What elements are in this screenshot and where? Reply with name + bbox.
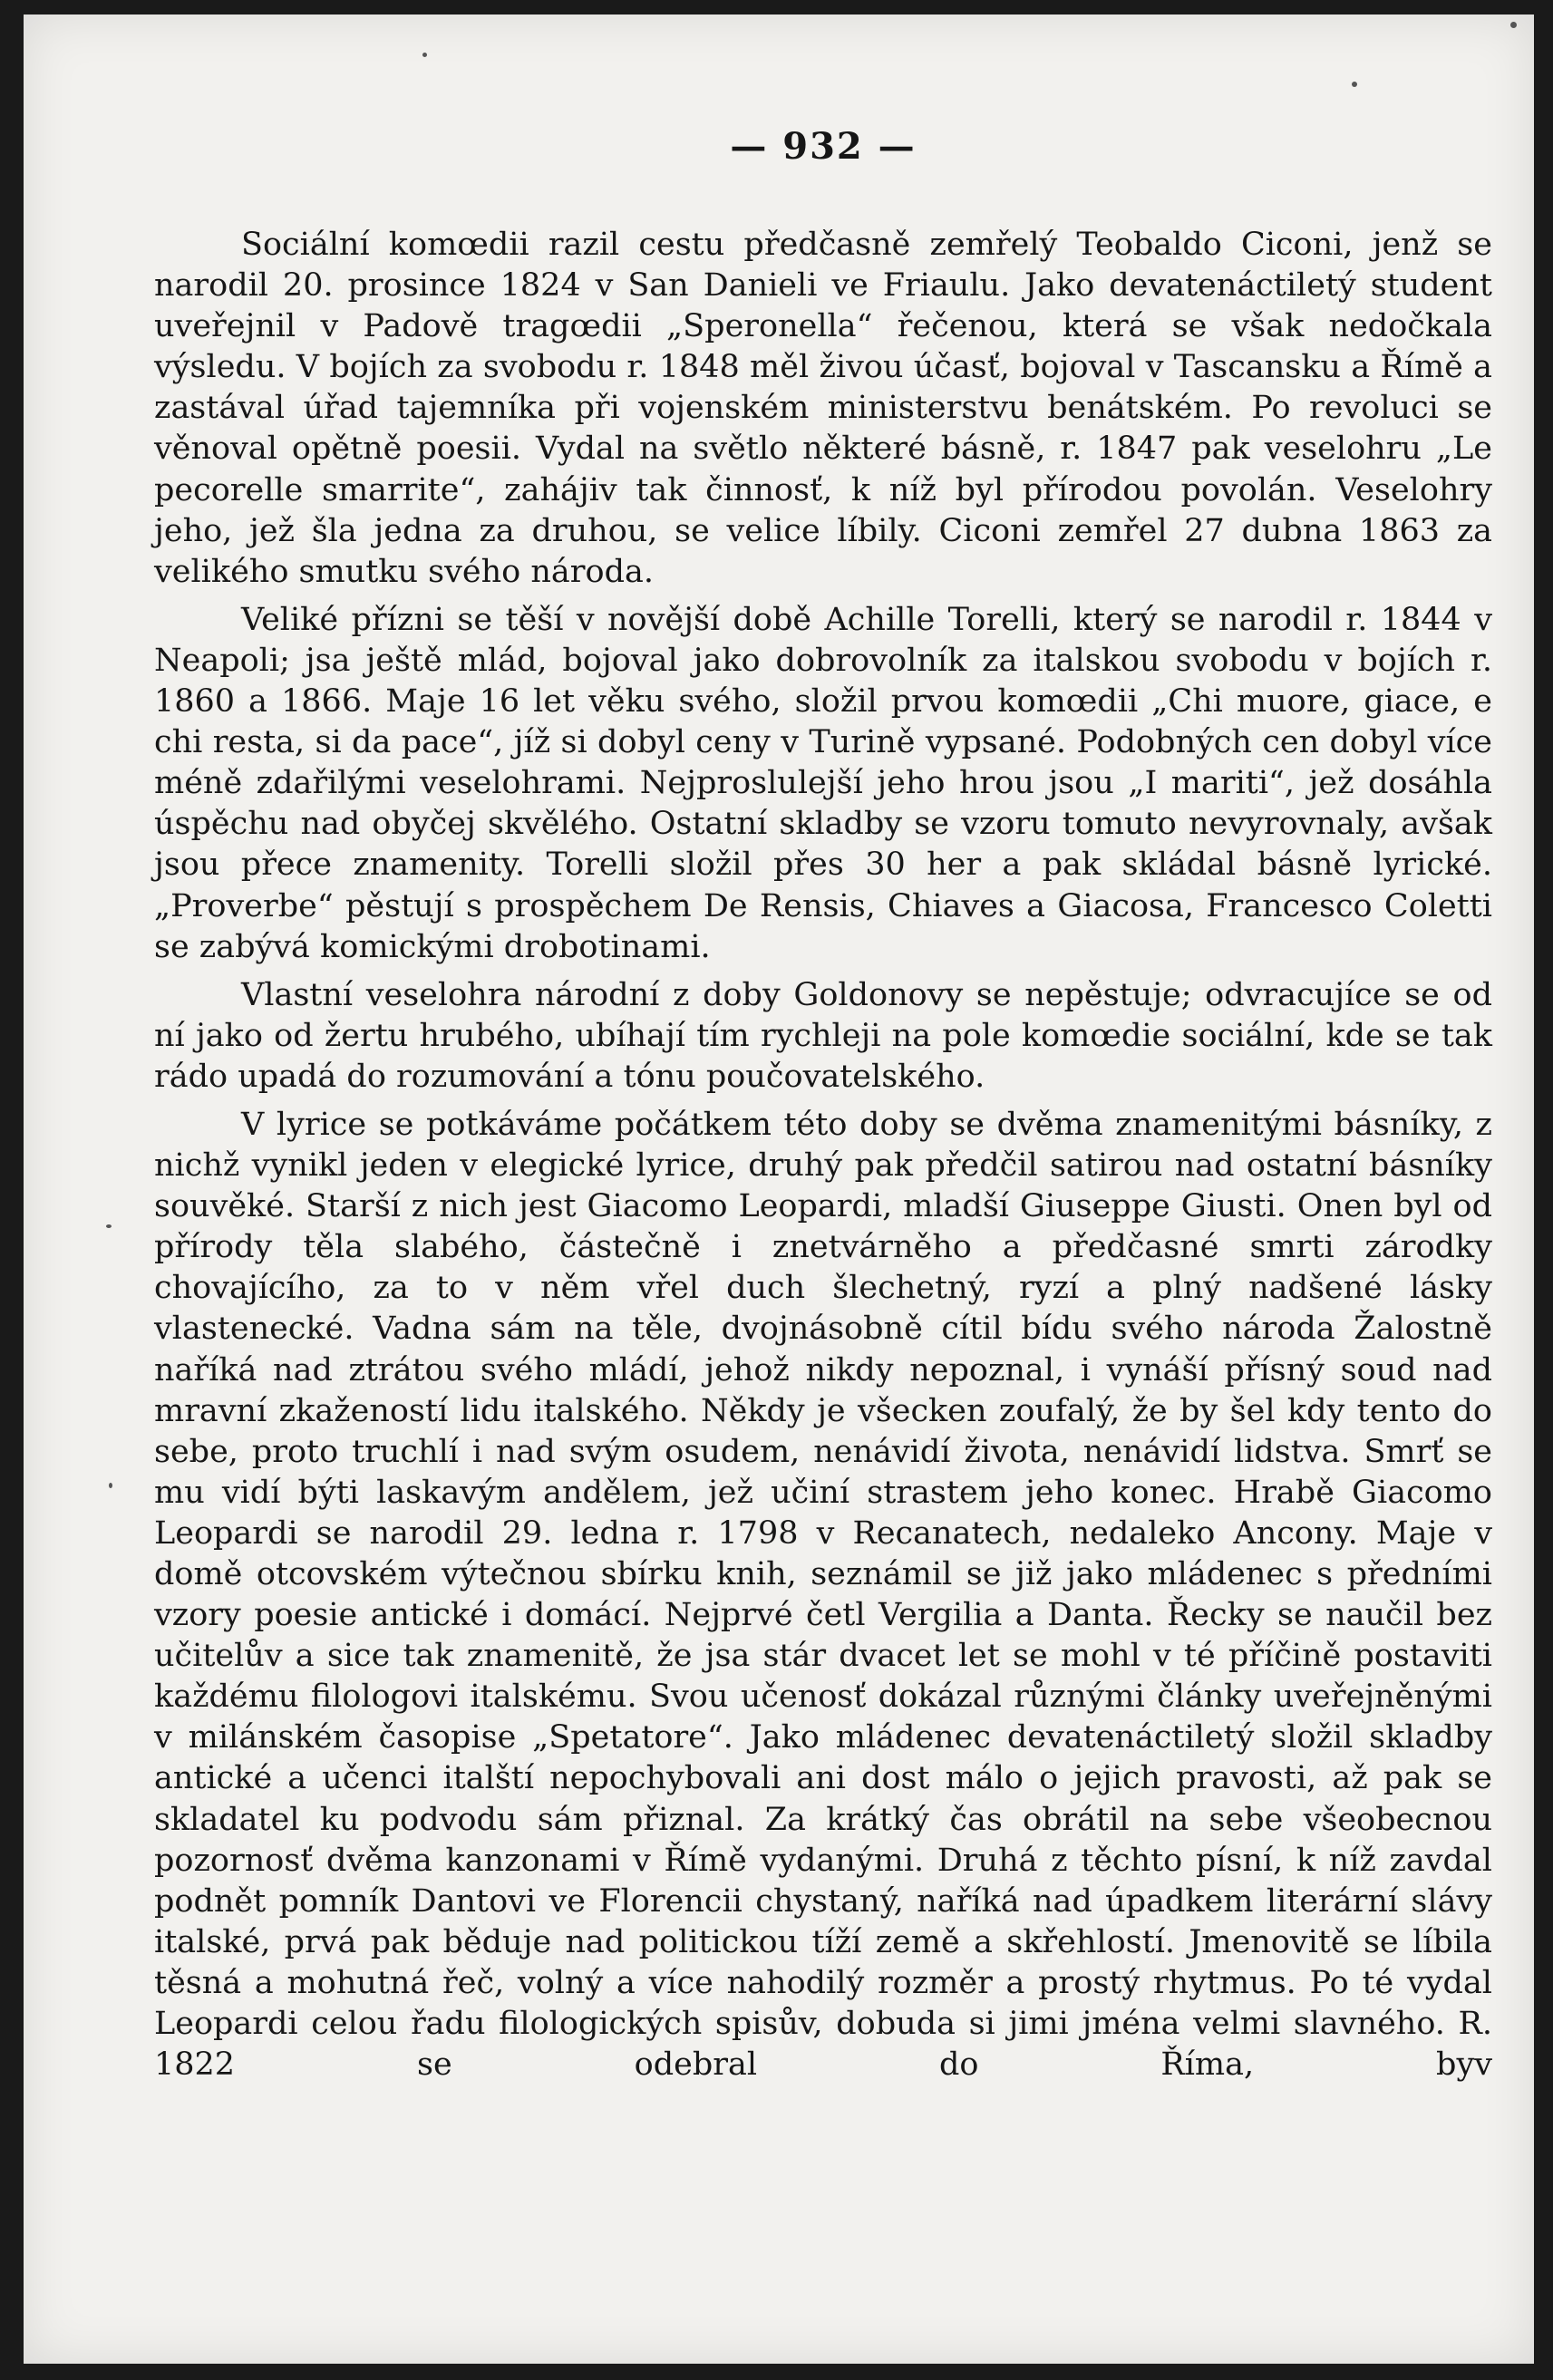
scan-speck — [1510, 22, 1517, 28]
paragraph: V lyrice se potkáváme počátkem této doby se dvěma znamenitými básníky, z nichž vynikl jeden v elegické lyrice, druhý pak předčil satirou nad ostatní básníky souvěké. Starší z nich jest Giacomo Leopardi, mladší Giuseppe Giusti. Onen byl od přírody těla slabého, částečně i znetvárněho a předčasné smrti zárodky chovajícího, za to v něm vřel duch šlechetný, ryzí a plný nadšené lásky vlastenecké. Vadna sám na těle, dvojnásobně cítil bídu svého národa Žalostně naříká nad ztrátou svého mládí, jehož nikdy nepoznal, i vynáší přísný soud nad mravní zkažeností lidu italského. Někdy je všecken zoufalý, že by šel kdy tento do sebe, proto truchlí i nad svým osudem, nenávidí života, nenávidí lidstva. Smrť se mu vidí býti laskavým andělem, jež učiní strastem jeho konec. Hrabě Giacomo Leopardi se narodil 29. ledna r. 1798 v Recanatech, nedaleko Ancony. Maje v domě otcovském výtečnou sbírku knih, seznámil se již jako mládenec s předními vzory poesie antické i domácí. Nejprvé četl Vergilia a Danta. Řecky se naučil bez učitelův a sice tak znamenitě, že jsa stár dvacet let se mohl v té příčině postaviti každému filologovi italskému. Svou učenosť dokázal různými články uveřejněnými v milánském časopise „Spetatore“. Jako mládenec devatenáctiletý složil skladby antické a učenci italští nepochybovali ani dost málo o jejich pravosti, až pak se skladatel ku podvodu sám přiznal. Za krátký čas obrátil na sebe všeobecnou pozornosť dvěma kanzonami v Římě vydanými. Druhá z těchto písní, k níž zavdal podnět pomník Dantovi ve Florencii chystaný, naříká nad úpadkem literární slávy italské, prvá pak běduje nad politickou tíží země a skřehlostí. Jmenovitě se líbila těsná a mohutná řeč, volný a více nahodilý rozměr a prostý rhytmus. Po té vydal Leopardi celou řadu filologických spisův, dobuda si jimi jména velmi slavného. R. 1822 se odebral do Říma, byv — [154, 1106, 1492, 2084]
page-number: — 932 — — [730, 125, 917, 168]
paragraph: Vlastní veselohra národní z doby Goldonovy se nepěstuje; odvracujíce se od ní jako od žertu hrubého, ubíhají tím rychleji na pole komœdie sociální, kde se tak rádo upadá do rozumování a tónu poučovatelského. — [154, 976, 1492, 1095]
body-text — [154, 225, 1492, 2093]
scan-speck — [422, 53, 427, 57]
scan-speck — [1352, 82, 1357, 87]
paragraph: Sociální komœdii razil cestu předčasně zemřelý Teobaldo Ciconi, jenž se narodil 20. prosince 1824 v San Danieli ve Friaulu. Jako devatenáctiletý student uveřejnil v Padově tragœdii „Speronella“ řečenou, která se však nedočkala výsledu. V bojích za svobodu r. 1848 měl živou účasť, bojoval v Tascansku a Římě a zastával úřad tajemníka při vojenském ministerstvu benátském. Po revoluci se věnoval opětně poesii. Vydal na světlo některé básně, r. 1847 pak veselohru „Le pecorelle smarrite“, zahájiv tak činnosť, k níž byl přírodou povolán. Veselohry jeho, jež šla jedna za druhou, se velice líbily. Ciconi zemřel 27 dubna 1863 za velikého smutku svého národa. — [154, 227, 1492, 590]
scanned-page — [24, 15, 1534, 2364]
scan-speck — [109, 1483, 112, 1488]
scan-speck — [106, 1224, 112, 1228]
paragraph: Veliké přízni se těší v novější době Achille Torelli, který se narodil r. 1844 v Neapoli; jsa ještě mlád, bojoval jako dobrovolník za italskou svobodu v bojích r. 1860 a 1866. Maje 16 let věku svého, složil prvou komœdii „Chi muore, giace, e chi resta, si da pace“, jíž si dobyl ceny v Turině vypsané. Podobných cen dobyl více méně zdařilými veselohrami. Nejproslulejší jeho hrou jsou „I mariti“, jež dosáhla úspěchu nad obyčej skvělého. Ostatní skladby se vzoru tomuto nevyrovnaly, avšak jsou přece znamenity. Torelli složil přes 30 her a pak skládal básně lyrické. „Proverbe“ pěstují s prospěchem De Rensis, Chiaves a Giacosa, Francesco Coletti se zabývá komickými drobotinami. — [154, 601, 1492, 965]
